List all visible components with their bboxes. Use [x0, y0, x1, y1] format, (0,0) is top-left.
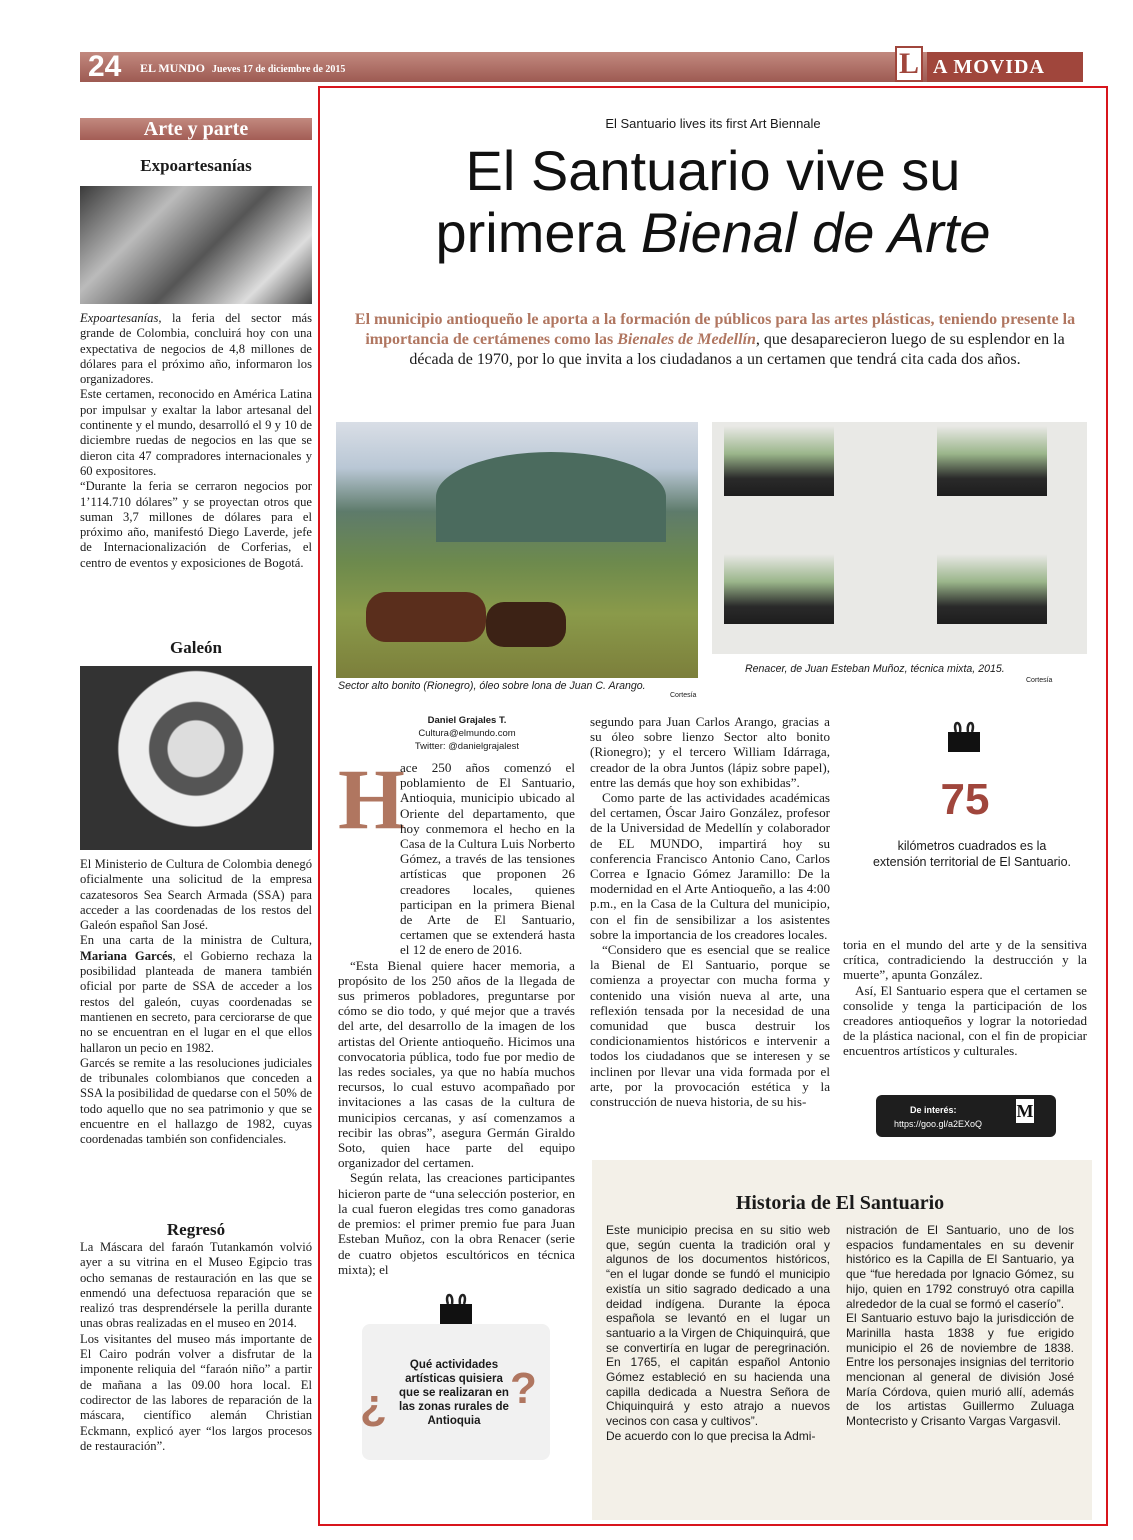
question-open-mark: ¿: [360, 1380, 387, 1429]
link-label: De interés:: [910, 1105, 957, 1115]
question-close-mark: ?: [510, 1364, 537, 1413]
caption-left: Sector alto bonito (Rionegro), óleo sobre lona de Juan C. Arango.: [338, 680, 646, 692]
col1-p2: “Esta Bienal quiere hacer memoria, a propósito de los 250 años de la llegada de sus primeros pobladores, preguntarse por cómo se dio todo, y qué mejor que a través del arte, del desarrollo de la imagen de los artistas del Oriente antioqueño. Hicimos una convocatoria pública, todo fue por medio de las redes sociales, ya que no había muchos recursos, lo cual estuvo acompañado por invitaciones a las casas de la cultura de municipios cercanas, y así comenzamos a recibir las obras”, asegura Germán Giraldo Soto, quien hace parte del equipo organizador del certamen.: [338, 957, 575, 1171]
deck-highlight: El municipio antioqueño le aporta a la formación de públicos para las artes plásticas, teniendo presente la importancia de certámenes como las: [354, 311, 1076, 348]
horse-shape: [486, 602, 566, 647]
headline-line-1: El Santuario vive su: [465, 139, 961, 202]
byline: [372, 714, 562, 753]
article-column-1: [338, 751, 575, 1277]
expo-p1-italic: Expoartesanías,: [80, 311, 162, 325]
galeon-p1: El Ministerio de Cultura de Colombia denegó oficialmente una solicitud de la empresa cazatesoros Sea Search Armada (SSA) para acceder a las coordenadas de los restos del Galeón español San José.: [80, 857, 312, 933]
galeon-text: [80, 857, 312, 1148]
byline-email[interactable]: Cultura@elmundo.com: [418, 728, 516, 739]
expo-title: Expoartesanías: [140, 156, 252, 175]
headline-line-2b: Bienal de Arte: [640, 201, 991, 264]
mountain-shape: [436, 452, 666, 542]
link-url[interactable]: https://goo.gl/a2EXoQ: [894, 1119, 983, 1129]
galeon-p2a: En una carta de la ministra de Cultura,: [80, 933, 312, 948]
col1-p3: Según relata, las creaciones participantes hicieron parte de “una selección posterior, en la cual fueron elegidas tres como ganadoras de premios: el primer premio fue para Juan Esteban Muñoz, con la obra Renacer (serie de cuatro objetos escultóricos en técnica mixta); el: [338, 1170, 575, 1277]
credit-left: Cortesía: [670, 692, 697, 699]
drop-cap: H: [338, 751, 405, 847]
byline-twitter[interactable]: Twitter: @danielgrajalest: [414, 741, 520, 752]
galeon-p3: Garcés se remite a las resoluciones judiciales de tribunales colombianos que conceden a SSA la posibilidad de quedarse con el 50% de todo aquello que no sea patrimonio y que se encuentre en el hallazgo de 1982, cuyas coordenadas también son confidenciales.: [80, 1055, 312, 1147]
masthead-info: [140, 60, 345, 78]
regreso-p1: La Máscara del faraón Tutankamón volvió ayer a su vitrina en el Museo Egipcio tras ocho semanas de restauración en las que se enmendó una defectuosa reparación que se realizó tras desprendérsele la perilla durante unas obras realizadas en el museo en 2014.: [80, 1240, 312, 1331]
sculpture-box: [937, 554, 1047, 624]
col2-p1: segundo para Juan Carlos Arango, gracias a su óleo sobre lienzo Sector alto bonito (Rionegro); y el tercero William Idárraga, creador de la obra Juntos (lápiz sobre papel), entre las demás que hoy son exhibidas”.: [590, 714, 830, 790]
section-initial: L: [895, 46, 923, 82]
headline-line-2a: primera: [435, 201, 641, 264]
horse-shape: [366, 592, 486, 642]
col1-p1: ace 250 años comenzó el poblamiento de El Santuario, Antioquia, municipio ubicado al Oriente del departamento, que hoy conmemora el hecho en la Casa de la Cultura Luis Norberto Gómez, a través de las tensiones artísticas que proponen 26 creadores locales, quienes participan en la primera Bienal de Arte de El Santuario, certamen que se extenderá hasta el 12 de enero de 2016.: [400, 760, 575, 958]
byline-name: Daniel Grajales T.: [427, 715, 507, 726]
expo-p3: “Durante la feria se cerraron negocios por 1’114.710 dólares” y se proyectan otros que suman 3,7 millones de dólares para el próximo año, manifestó Diego Laverde, jefe de Internacionalización de Corferias, el centro de eventos y exposiciones de Bogotá.: [80, 479, 312, 570]
deck-rest: , que desaparecieron luego de su esplendor en la década de 1970, por lo que invita a los ciudadanos a un certamen que tendrá cita cada dos años.: [409, 331, 1065, 368]
paper-name: EL MUNDO: [140, 61, 206, 75]
col3-p1: toria en el mundo del arte y de la sensitiva crítica, contradiciendo la destrucción y la muerte”, apunta González.: [843, 937, 1087, 983]
sidebar-header: Arte y parte: [80, 118, 312, 140]
caption-right: Renacer, de Juan Esteban Muñoz, técnica mixta, 2015.: [745, 663, 1005, 675]
historia-col1-b: De acuerdo con lo que precisa la Admi-: [606, 1428, 816, 1443]
expo-p1: la feria del sector más grande de Colombia, concluirá hoy con una expectativa de negocios de 4,8 millones de dólares para el próximo año, informaron los organizadores.: [80, 311, 312, 387]
historia-column-1: [606, 1223, 830, 1444]
sculpture-box: [724, 554, 834, 624]
expo-p2: Este certamen, reconocido en América Latina por impulsar y exaltar la labor artesanal del continente y el mundo, desarrolló el 9 y 10 de diciembre ruedas de negocios en las que se dieron cita 47 compradores internacionales y 60 expositores.: [80, 387, 312, 478]
stat-text: kilómetros cuadrados es la extensión territorial de El Santuario.: [872, 839, 1072, 869]
galeon-p2b: , el Gobierno rechaza la posibilidad planteada de manera también oficial por parte de SSA de acceder a los restos del galeón, cuyas coordenadas se mantienen en secreto, para cerciorarse de que no se encuentran en el lugar en el que ellos hallaron un pecio en 1982.: [80, 948, 312, 1055]
issue-date: Jueves 17 de diciembre de 2015: [212, 64, 346, 75]
article-deck: [345, 310, 1085, 370]
section-name: A MOVIDA: [927, 52, 1083, 82]
historia-col1: Este municipio precisa en su sitio web que, según cuenta la tradición oral y algunos de los documentos históricos, “en el lugar donde se fundó el municipio existía un sitio sagrado dedicado a una deidad indígena. Durante la época española se levantó en el lugar un santuario a la Virgen de Chiquinquirá, que se convertiría en lugar de peregrinación. En 1765, el capitán español Antonio Gómez estableció en su hacienda una capilla dedicada a Nuestra Señora de Chiquinquirá y esto atrajo a nuevos vecinos con casa y cultivos”.: [606, 1223, 830, 1429]
regreso-text: [80, 1240, 312, 1454]
galeon-photo: [80, 666, 312, 850]
regreso-title: Regresó: [166, 1220, 226, 1239]
deck-highlight-italic: Bienales de Medellín: [617, 331, 756, 348]
article-headline: [320, 140, 1106, 264]
page-number: 24: [88, 50, 122, 83]
historia-column-2: [846, 1223, 1074, 1429]
historia-col2-b: El Santuario estuvo bajo la jurisdicción de Marinilla hasta 1838 y fue erigido municipio el 26 de noviembre de 1838. Entre los personajes insignias del territorio mencionan al general de división José María Córdova, quien murió allí, además de los artistas Guillermo Zuluaga Montecristo y Crisanto Vargas Vargasvil.: [846, 1311, 1074, 1429]
expo-text: [80, 311, 312, 571]
historia-col2: nistración de El Santuario, uno de los espacios fundamentales en su devenir histórico es la Capilla de El Santuario, ya que “fue heredada por Ignacio Gómez, su hijo, quien en 1792 construyó otra capilla alrededor de la cual se formó el caserío”.: [846, 1223, 1074, 1311]
link-box[interactable]: [876, 1095, 1056, 1137]
galeon-p2-bold: Mariana Garcés: [80, 948, 173, 963]
col2-p2: Como parte de las actividades académicas del certamen, Óscar Jairo González, profesor de la Universidad de Medellín y colaborador de EL MUNDO, impartirá hoy su conferencia Francisco Antonio Cano, Carlos Correa e Ignacio Gómez Jaramillo: De la modernidad en el Arte Antioqueño, a las 4:00 p.m., en la Casa de la Cultura del municipio, con el fin de sensibilizar a los asistentes sobre la importancia de los creadores locales.: [590, 790, 830, 942]
elmundo-logo-icon: M: [1016, 1101, 1034, 1121]
galeon-title: Galeón: [170, 638, 222, 657]
binder-clip-icon: [436, 1290, 476, 1326]
section-logo: [895, 46, 1085, 82]
credit-right: Cortesía: [1026, 677, 1053, 684]
sculpture-box: [937, 426, 1047, 496]
historia-title: Historia de El Santuario: [735, 1192, 945, 1214]
article-column-2: [590, 714, 830, 1109]
painting-image: [336, 422, 698, 678]
expo-photo: [80, 186, 312, 304]
binder-clip-icon: [944, 718, 984, 754]
renacer-image: [712, 422, 1087, 654]
regreso-p2: Los visitantes del museo más importante de El Cairo podrán volver a disfrutar de la imponente reliquia del “faraón niño” a partir de mañana a las 09.00 hora local. El codirector de las labores de reparación de la máscara, científico alemán Christian Eckmann, explicó ayer “los largos procesos de restauración”.: [80, 1331, 312, 1453]
col3-p2: Así, El Santuario espera que el certamen se consolide y tenga la participación de los creadores antioqueños y lograr la notoriedad de la plástica nacional, con el fin de propiciar encuentros artísticos y culturales.: [843, 982, 1087, 1059]
question-text: Qué actividades artísticas quisiera que se realizaran en las zonas rurales de Antioquia: [399, 1359, 509, 1427]
sculpture-box: [724, 426, 834, 496]
stat-number: 75: [940, 775, 990, 824]
col2-p3: “Considero que es esencial que se realice la Bienal de El Santuario, porque se comienza a proyectar con mucha forma y contenido una visión nueva al arte, una reflexión tensada por la necesidad de una comunidad que busca destruir los condicionamientos históricos e intervenir a todos los ciudadanos que se interesen y se inclinen por llevar una vida formada por el arte, por la provocación estética y la construcción de nueva historia, de su his-: [590, 942, 830, 1110]
article-kicker: El Santuario lives its first Art Biennale: [605, 116, 821, 131]
article-column-3: [843, 937, 1087, 1059]
